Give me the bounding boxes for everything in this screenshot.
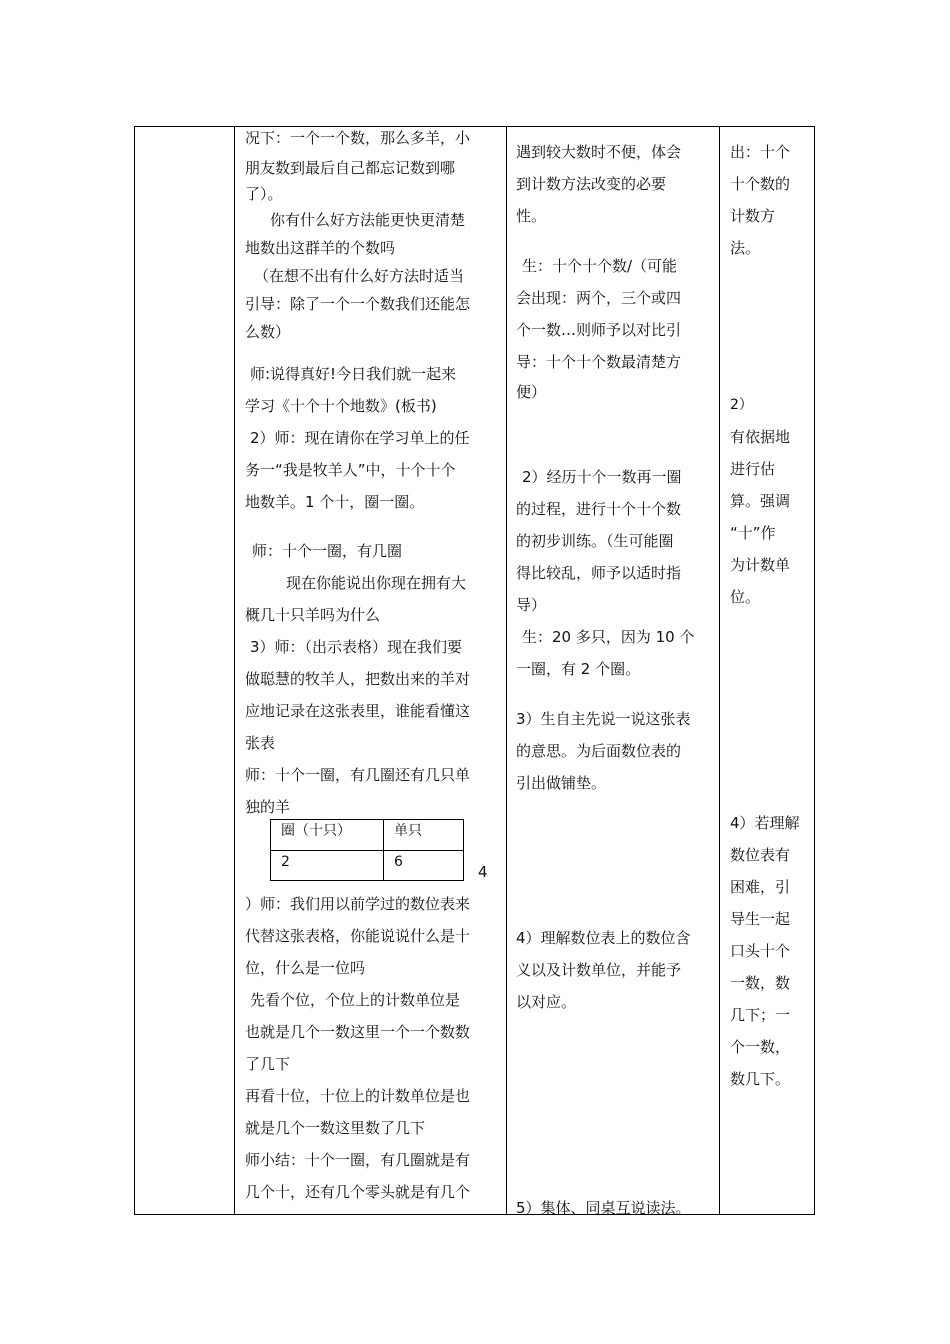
text-line: 师:说得真好!今日我们就一起来 bbox=[250, 365, 457, 383]
text-line: 地数出这群羊的个数吗 bbox=[245, 239, 396, 257]
text-line: 引出做铺垫。 bbox=[516, 774, 607, 792]
text-line: 导：十个十个数最清楚方 bbox=[516, 353, 682, 371]
text-line: 2）师：现在请你在学习单上的任 bbox=[250, 429, 470, 447]
text-line: 一数，数 bbox=[730, 974, 791, 992]
text-line: 师小结：十个一圈，有几圈就是有 bbox=[245, 1151, 471, 1169]
text-line: 况下：一个一个数，那么多羊，小 bbox=[245, 129, 471, 147]
text-line: 数位表有 bbox=[730, 846, 791, 864]
table-row bbox=[271, 850, 464, 881]
text-line: 位。 bbox=[730, 588, 761, 606]
text-line: 4）理解数位表上的数位含 bbox=[516, 929, 691, 947]
text-line: 应地记录在这张表里，谁能看懂这 bbox=[245, 702, 471, 720]
text-line: 计数方 bbox=[730, 207, 776, 225]
text-line: 生：十个十个数/（可能 bbox=[522, 257, 678, 275]
text-line: 口头十个 bbox=[730, 942, 791, 960]
text-line: 5）集体、同桌互说读法。 bbox=[516, 1199, 691, 1217]
text-line: 会出现：两个，三个或四 bbox=[516, 289, 682, 307]
text-line: 十个数的 bbox=[730, 175, 791, 193]
lesson-table-frame bbox=[134, 126, 815, 1215]
text-line: 先看个位，个位上的计数单位是 bbox=[250, 991, 461, 1009]
text-line: 位，什么是一位吗 bbox=[245, 959, 366, 977]
text-line: 义以及计数单位，并能予 bbox=[516, 961, 682, 979]
text-line: 的过程，进行十个十个数 bbox=[516, 500, 682, 518]
table-row bbox=[271, 820, 464, 851]
text-line: 了几下 bbox=[245, 1055, 291, 1073]
text-line: ）师：我们用以前学过的数位表来 bbox=[245, 895, 471, 913]
text-line: 朋友数到最后自己都忘记数到哪 bbox=[245, 159, 456, 177]
text-line: 导） bbox=[516, 596, 547, 614]
text-line: 以对应。 bbox=[516, 993, 577, 1011]
text-line: 一圈，有 2 个圈。 bbox=[516, 660, 641, 678]
column-divider-3 bbox=[719, 126, 720, 1215]
text-line: 有依据地 bbox=[730, 428, 791, 446]
text-line: 出：十个 bbox=[730, 143, 791, 161]
text-line: 再看十位，十位上的计数单位是也 bbox=[245, 1087, 471, 1105]
column-divider-1 bbox=[234, 126, 235, 1215]
text-line: 个一数， bbox=[730, 1038, 791, 1056]
text-line: 算。强调 bbox=[730, 492, 791, 510]
text-line: 导生一起 bbox=[730, 910, 791, 928]
text-line: 便） bbox=[516, 383, 547, 401]
text-line: 4）若理解 bbox=[730, 814, 800, 832]
text-line: 的意思。为后面数位表的 bbox=[516, 742, 682, 760]
column-divider-2 bbox=[506, 126, 507, 1215]
text-line: 数几下。 bbox=[730, 1070, 791, 1088]
text-line: 到计数方法改变的必要 bbox=[516, 175, 667, 193]
text-line: 务一“我是牧羊人”中，十个十个 bbox=[245, 461, 456, 479]
text-line: 学习《十个十个地数》(板书) bbox=[245, 397, 437, 415]
table-header-cell: 圈（十只） bbox=[271, 820, 384, 851]
table-header-cell: 单只 bbox=[384, 820, 464, 851]
text-line: 4 bbox=[478, 863, 488, 881]
text-line: （在想不出有什么好方法时适当 bbox=[254, 267, 465, 285]
text-line: 就是几个一数这里数了几下 bbox=[245, 1119, 426, 1137]
text-line: 2）经历十个一数再一圈 bbox=[522, 468, 682, 486]
text-line: “十”作 bbox=[730, 524, 776, 542]
text-line: 个一数…则师予以对比引 bbox=[516, 321, 682, 339]
text-line: 遇到较大数时不便，体会 bbox=[516, 143, 682, 161]
text-line: 现在你能说出你现在拥有大 bbox=[286, 574, 467, 592]
text-line: 张表 bbox=[245, 734, 276, 752]
text-line: 引导：除了一个一个数我们还能怎 bbox=[245, 295, 471, 313]
text-line: 生：20 多只，因为 10 个 bbox=[522, 628, 695, 646]
table-cell: 6 bbox=[384, 850, 464, 881]
text-line: 3）生自主先说一说这张表 bbox=[516, 710, 691, 728]
text-line: 师：十个一圈，有几圈 bbox=[252, 542, 403, 560]
text-line: 也就是几个一数这里一个一个数数 bbox=[245, 1023, 471, 1041]
table-cell: 2 bbox=[271, 850, 384, 881]
text-line: 2） bbox=[730, 397, 753, 413]
text-line: 为计数单 bbox=[730, 556, 791, 574]
text-line: 3）师：（出示表格）现在我们要 bbox=[250, 638, 463, 656]
text-line: 的初步训练。（生可能圈 bbox=[516, 532, 674, 550]
text-line: 做聪慧的牧羊人，把数出来的羊对 bbox=[245, 670, 471, 688]
text-line: 么数） bbox=[245, 323, 291, 341]
text-line: 地数羊。1 个十，圈一圈。 bbox=[245, 493, 425, 511]
text-line: 了）。 bbox=[245, 185, 283, 203]
sheep-count-table bbox=[270, 819, 464, 881]
text-line: 进行估 bbox=[730, 460, 776, 478]
text-line: 几下；一 bbox=[730, 1006, 791, 1024]
text-line: 代替这张表格，你能说说什么是十 bbox=[245, 927, 471, 945]
text-line: 性。 bbox=[516, 207, 547, 225]
text-line: 困难，引 bbox=[730, 878, 791, 896]
text-line: 概几十只羊吗为什么 bbox=[245, 606, 381, 624]
text-line: 得比较乱，师予以适时指 bbox=[516, 564, 682, 582]
text-line: 几个十，还有几个零头就是有几个 bbox=[245, 1183, 471, 1201]
text-line: 师：十个一圈，有几圈还有几只单 bbox=[245, 766, 471, 784]
text-line: 法。 bbox=[730, 239, 761, 257]
text-line: 独的羊 bbox=[245, 798, 291, 816]
text-line: 你有什么好方法能更快更清楚 bbox=[270, 211, 466, 229]
